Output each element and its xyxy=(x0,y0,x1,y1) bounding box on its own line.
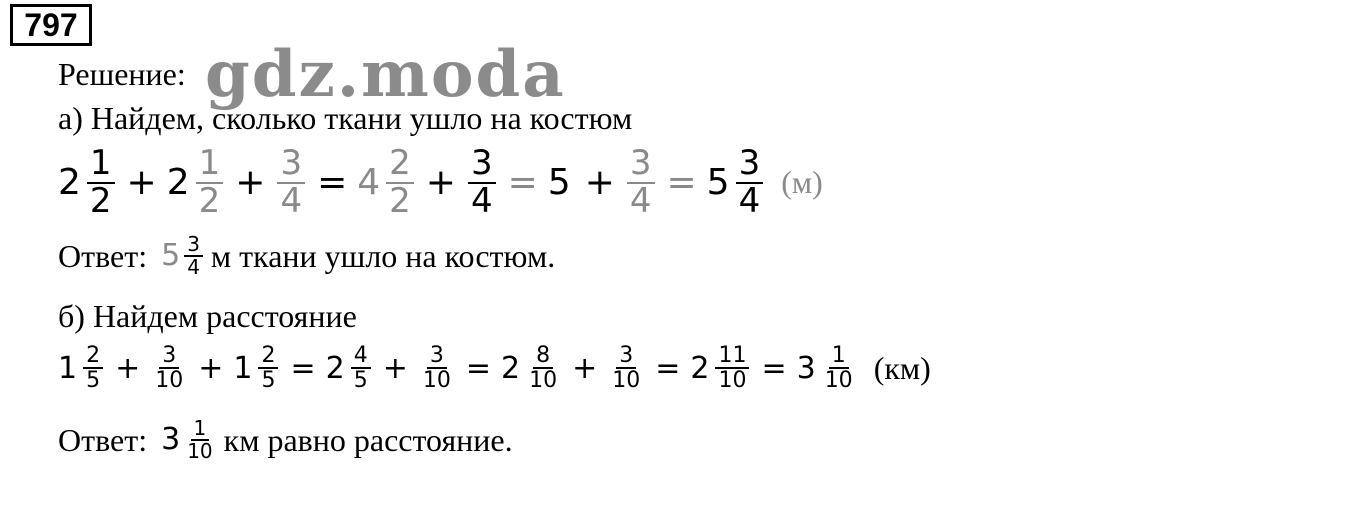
fraction: $\frac{3}{4}$ xyxy=(277,146,305,219)
answer-text: км равно расстояние. xyxy=(223,422,513,458)
equals-sign: = xyxy=(655,350,681,386)
mixed-whole: 3 xyxy=(796,350,816,386)
fraction: $\frac{3}{4}$ xyxy=(627,146,655,219)
fraction: $\frac{3}{4}$ xyxy=(468,146,496,219)
plus-sign: + xyxy=(115,350,141,386)
part-a-equation xyxy=(58,143,823,221)
plus-sign: + xyxy=(198,350,224,386)
fraction: $\frac{3}{10}$ xyxy=(612,343,641,394)
fraction: $\frac{2}{2}$ xyxy=(386,146,414,219)
fraction: $\frac{4}{5}$ xyxy=(351,344,371,392)
fraction: $\frac{2}{5}$ xyxy=(83,344,103,392)
plus-sign: + xyxy=(584,162,615,204)
mixed-whole: 2 xyxy=(690,350,710,386)
mixed-whole: 1 xyxy=(233,350,253,386)
part-a-answer xyxy=(58,234,555,278)
mixed-whole: 2 xyxy=(166,162,190,204)
part-b-heading: б) Найдем расстояние xyxy=(58,298,357,334)
equals-sign: = xyxy=(507,162,538,204)
solution-label: Решение: xyxy=(58,56,186,92)
fraction: $\frac{3}{4}$ xyxy=(736,146,764,219)
mixed-whole: 2 xyxy=(325,350,345,386)
fraction: $\frac{1}{10}$ xyxy=(824,343,853,394)
answer-label: Ответ: xyxy=(58,238,148,274)
problem-number-badge: 797 xyxy=(10,4,92,46)
plus-sign: + xyxy=(425,162,456,204)
mixed-whole: 2 xyxy=(58,162,81,204)
fraction: $\frac{3}{10}$ xyxy=(422,343,451,394)
mixed-whole: 5 xyxy=(706,162,730,204)
whole-number: 5 xyxy=(547,162,571,204)
answer-text: м ткани ушло на костюм. xyxy=(210,238,556,274)
answer-fraction: $\frac{1}{10}$ xyxy=(187,416,213,463)
answer-fraction: $\frac{3}{4}$ xyxy=(184,234,203,278)
mixed-whole: 4 xyxy=(357,162,381,204)
fraction: $\frac{3}{10}$ xyxy=(155,343,184,394)
equals-sign: = xyxy=(666,162,697,204)
watermark: gdz.moda xyxy=(205,37,566,112)
fraction: $\frac{1}{2}$ xyxy=(196,146,224,219)
answer-whole: 3 xyxy=(161,422,181,457)
part-a-heading: а) Найдем, сколько ткани ушло на костюм xyxy=(58,100,633,136)
mixed-whole: 2 xyxy=(500,350,521,386)
fraction: $\frac{8}{10}$ xyxy=(529,343,558,394)
equals-sign: = xyxy=(317,162,348,204)
answer-label: Ответ: xyxy=(58,422,148,458)
answer-whole: 5 xyxy=(161,238,181,273)
fraction: $\frac{1}{2}$ xyxy=(87,146,115,219)
part-b-answer xyxy=(58,418,513,462)
unit-label: (км) xyxy=(873,349,931,386)
fraction: $\frac{2}{5}$ xyxy=(258,344,278,392)
unit-label: (м) xyxy=(781,164,823,201)
fraction: $\frac{11}{10}$ xyxy=(715,344,749,392)
plus-sign: + xyxy=(126,162,157,204)
plus-sign: + xyxy=(235,162,266,204)
mixed-whole: 1 xyxy=(58,350,78,386)
part-b-equation xyxy=(58,344,931,392)
plus-sign: + xyxy=(382,350,408,386)
equals-sign: = xyxy=(465,350,491,386)
plus-sign: + xyxy=(572,350,598,386)
equals-sign: = xyxy=(290,350,316,386)
equals-sign: = xyxy=(761,350,787,386)
